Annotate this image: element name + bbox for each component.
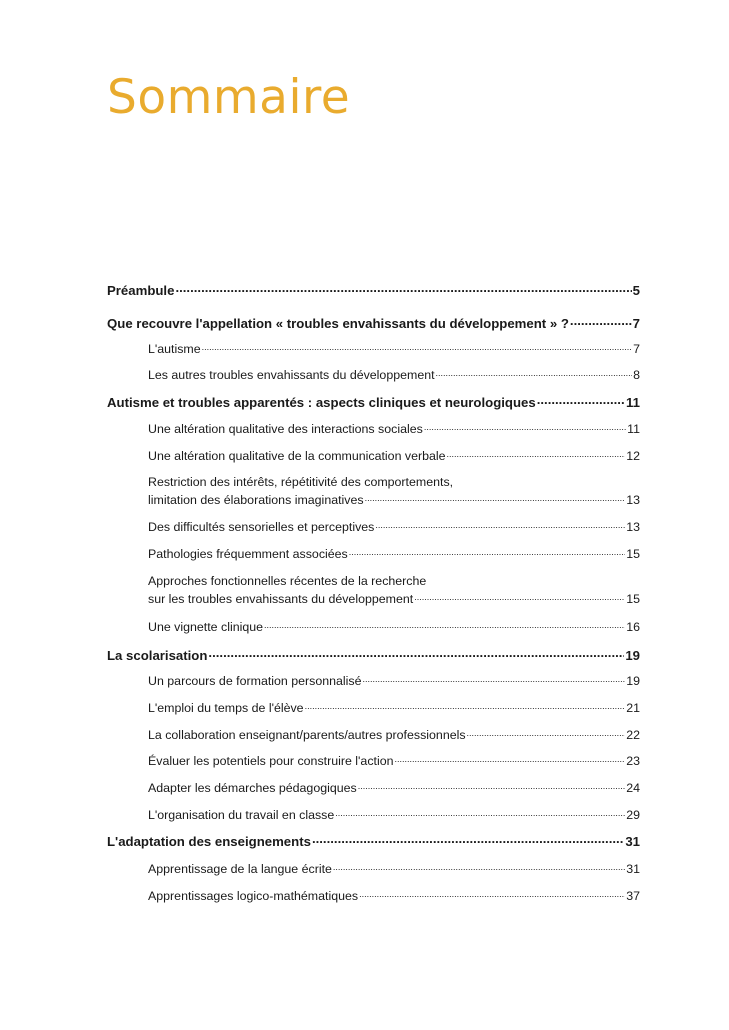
toc-entry-page: 31: [626, 862, 640, 877]
toc-subentry-pathologies-associees[interactable]: [148, 546, 640, 561]
page-title: Sommaire: [107, 70, 351, 125]
toc-entry-label: Un parcours de formation personnalisé: [148, 674, 362, 689]
toc-entry-page: 22: [626, 728, 640, 743]
toc-subentry-langue-ecrite[interactable]: [148, 861, 640, 876]
toc-entry-page: 7: [633, 342, 640, 357]
toc-entry-page: 15: [626, 592, 640, 607]
toc-entry-label: L'adaptation des enseignements: [107, 834, 311, 850]
toc-entry-page: 5: [632, 283, 640, 299]
toc-entry-label: Une altération qualitative de la communication verbale: [148, 449, 446, 464]
dot-leader: [570, 315, 632, 328]
toc-entry-aspects-cliniques[interactable]: [107, 394, 640, 410]
dot-leader: [537, 394, 625, 407]
toc-entry-page: 19: [625, 648, 640, 664]
toc-entry-page: 15: [626, 547, 640, 562]
toc-subentry-difficultes-sensorielles[interactable]: [148, 519, 640, 534]
dot-leader: [424, 421, 626, 433]
dot-leader: [447, 448, 626, 460]
toc-subentry-vignette-clinique[interactable]: [148, 619, 640, 634]
toc-entry-label: Préambule: [107, 283, 175, 299]
toc-entry-label: Que recouvre l'appellation « troubles envahissants du développement » ?: [107, 316, 569, 332]
toc-entry-label: Apprentissages logico-mathématiques: [148, 889, 359, 904]
toc-entry-page: 12: [626, 449, 640, 464]
toc-entry-label: Des difficultés sensorielles et perceptives: [148, 520, 375, 535]
toc-subentry-demarches-pedagogiques[interactable]: [148, 780, 640, 795]
toc-entry-page: 13: [626, 493, 640, 508]
toc-entry-page: 31: [625, 834, 640, 850]
toc-entry-label: Autisme et troubles apparentés : aspects cliniques et neurologiques: [107, 395, 536, 411]
toc-entry-label-line1: Restriction des intérêts, répétitivité des comportements,: [148, 475, 454, 489]
toc-entry-label: L'autisme: [148, 342, 201, 357]
dot-leader: [202, 341, 632, 353]
toc-entry-label-line2: sur les troubles envahissants du développement: [148, 592, 414, 607]
toc-entry-page: 19: [626, 674, 640, 689]
dot-leader: [436, 367, 633, 379]
dot-leader: [208, 647, 624, 660]
toc-entry-label: La scolarisation: [107, 648, 208, 664]
toc-entry-label: Adapter les démarches pédagogiques: [148, 781, 357, 796]
dot-leader: [414, 591, 625, 603]
toc-entry-page: 21: [626, 701, 640, 716]
dot-leader: [365, 492, 626, 504]
toc-entry-label: Pathologies fréquemment associées: [148, 547, 348, 562]
toc-subentry-parcours-formation[interactable]: [148, 673, 640, 688]
toc-subentry-autres-ted[interactable]: [148, 367, 640, 382]
dot-leader: [305, 700, 626, 712]
toc-subentry-approches-fonctionnelles[interactable]: [148, 574, 640, 606]
toc-subentry-logico-mathematiques[interactable]: [148, 888, 640, 903]
toc-entry-label-line2: limitation des élaborations imaginatives: [148, 493, 364, 508]
dot-leader: [395, 753, 626, 765]
dot-leader: [467, 727, 626, 739]
toc-subentry-collaboration[interactable]: [148, 727, 640, 742]
toc-entry-label: Les autres troubles envahissants du développement: [148, 368, 435, 383]
toc-entry-page: 24: [626, 781, 640, 796]
dot-leader: [359, 888, 625, 900]
toc-entry-label: Évaluer les potentiels pour construire l'action: [148, 754, 394, 769]
dot-leader: [312, 833, 624, 846]
toc-entry-page: 16: [626, 620, 640, 635]
toc-entry-label-line1: Approches fonctionnelles récentes de la recherche: [148, 574, 427, 588]
toc-entry-page: 23: [626, 754, 640, 769]
toc-entry-page: 29: [626, 808, 640, 823]
toc-subentry-organisation-travail[interactable]: [148, 807, 640, 822]
dot-leader: [358, 780, 625, 792]
toc-entry-label: L'organisation du travail en classe: [148, 808, 335, 823]
dot-leader: [363, 673, 626, 685]
toc-entry-scolarisation[interactable]: [107, 647, 640, 663]
toc-entry-label: La collaboration enseignant/parents/autres professionnels: [148, 728, 466, 743]
toc-entry-preambule[interactable]: [107, 282, 640, 298]
dot-leader: [175, 282, 631, 295]
toc-subentry-restriction-interets[interactable]: [148, 475, 640, 507]
toc-subentry-evaluer-potentiels[interactable]: [148, 753, 640, 768]
toc-entry-page: 7: [632, 316, 640, 332]
toc-entry-label: L'emploi du temps de l'élève: [148, 701, 304, 716]
dot-leader: [349, 546, 625, 558]
toc-subentry-autisme[interactable]: [148, 341, 640, 356]
dot-leader: [333, 861, 625, 873]
toc-entry-ted[interactable]: [107, 315, 640, 331]
dot-leader: [264, 619, 625, 631]
toc-entry-adaptation-enseignements[interactable]: [107, 833, 640, 849]
toc-entry-label: Une altération qualitative des interactions sociales: [148, 422, 423, 437]
toc-subentry-emploi-du-temps[interactable]: [148, 700, 640, 715]
toc-entry-page: 13: [626, 520, 640, 535]
toc-entry-page: 37: [626, 889, 640, 904]
toc-entry-label: Apprentissage de la langue écrite: [148, 862, 332, 877]
toc-subentry-communication-verbale[interactable]: [148, 448, 640, 463]
toc-entry-page: 11: [627, 422, 640, 437]
dot-leader: [375, 519, 625, 531]
toc-entry-label: Une vignette clinique: [148, 620, 264, 635]
toc-subentry-interactions-sociales[interactable]: [148, 421, 640, 436]
toc-entry-page: 8: [633, 368, 640, 383]
toc-entry-page: 11: [626, 395, 640, 411]
dot-leader: [335, 807, 625, 819]
